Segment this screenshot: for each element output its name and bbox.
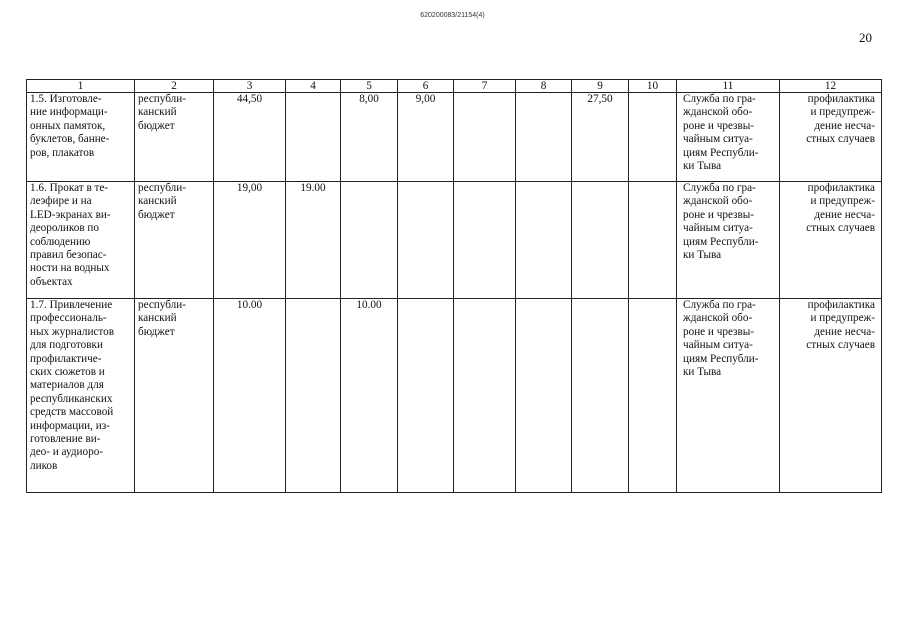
value-cell: 44,50 <box>214 93 286 182</box>
executor-cell: Служба по гра- жданской обо- роне и чрезвы- чайным ситуа- циям Республи- ки Тыва <box>677 182 780 299</box>
column-header: 2 <box>135 80 214 93</box>
column-header: 3 <box>214 80 286 93</box>
program-measures-table <box>26 79 882 493</box>
value-cell: 19.00 <box>286 182 341 299</box>
value-cell <box>286 299 341 493</box>
value-cell <box>629 182 677 299</box>
value-cell <box>516 182 572 299</box>
value-cell <box>454 93 516 182</box>
executor-cell: Служба по гра- жданской обо- роне и чрезвы- чайным ситуа- циям Республи- ки Тыва <box>677 93 780 182</box>
table-row <box>27 299 882 493</box>
measure-cell: 1.6. Прокат в те- леэфире и на LED-экранах ви- деороликов по соблюдению правил безопас- ности на водных объектах <box>27 182 135 299</box>
column-header: 6 <box>398 80 454 93</box>
column-header: 5 <box>341 80 398 93</box>
value-cell <box>454 299 516 493</box>
value-cell <box>341 182 398 299</box>
value-cell <box>398 299 454 493</box>
value-cell <box>572 299 629 493</box>
value-cell <box>516 299 572 493</box>
column-header: 7 <box>454 80 516 93</box>
result-cell: профилактика и предупреж- дение несча- стных случаев <box>780 93 882 182</box>
executor-cell: Служба по гра- жданской обо- роне и чрезвы- чайным ситуа- циям Республи- ки Тыва <box>677 299 780 493</box>
value-cell <box>398 182 454 299</box>
column-header: 8 <box>516 80 572 93</box>
column-header: 4 <box>286 80 341 93</box>
column-header: 9 <box>572 80 629 93</box>
funding-source-cell: республи- канский бюджет <box>135 299 214 493</box>
table-header-row <box>27 80 882 93</box>
table-row <box>27 182 882 299</box>
page-number: 20 <box>859 30 872 45</box>
value-cell: 27,50 <box>572 93 629 182</box>
value-cell <box>572 182 629 299</box>
value-cell: 10.00 <box>341 299 398 493</box>
value-cell <box>286 93 341 182</box>
result-cell: профилактика и предупреж- дение несча- стных случаев <box>780 182 882 299</box>
value-cell <box>629 299 677 493</box>
column-header: 12 <box>780 80 882 93</box>
document-id: 620200083/21154(4) <box>420 12 485 19</box>
value-cell <box>629 93 677 182</box>
funding-source-cell: республи- канский бюджет <box>135 182 214 299</box>
column-header: 10 <box>629 80 677 93</box>
result-cell: профилактика и предупреж- дение несча- стных случаев <box>780 299 882 493</box>
value-cell: 9,00 <box>398 93 454 182</box>
value-cell: 19,00 <box>214 182 286 299</box>
table-row <box>27 93 882 182</box>
value-cell: 10.00 <box>214 299 286 493</box>
value-cell <box>516 93 572 182</box>
value-cell: 8,00 <box>341 93 398 182</box>
measure-cell: 1.5. Изготовле- ние информаци- онных памяток, буклетов, банне- ров, плакатов <box>27 93 135 182</box>
measure-cell: 1.7. Привлечение профессиональ- ных журналистов для подготовки профилактиче- ских сюжетов и материалов для республиканских средств массовой информации, из- готовление ви- део- и аудиоро- ликов <box>27 299 135 493</box>
funding-source-cell: республи- канский бюджет <box>135 93 214 182</box>
column-header: 11 <box>677 80 780 93</box>
value-cell <box>454 182 516 299</box>
column-header: 1 <box>27 80 135 93</box>
